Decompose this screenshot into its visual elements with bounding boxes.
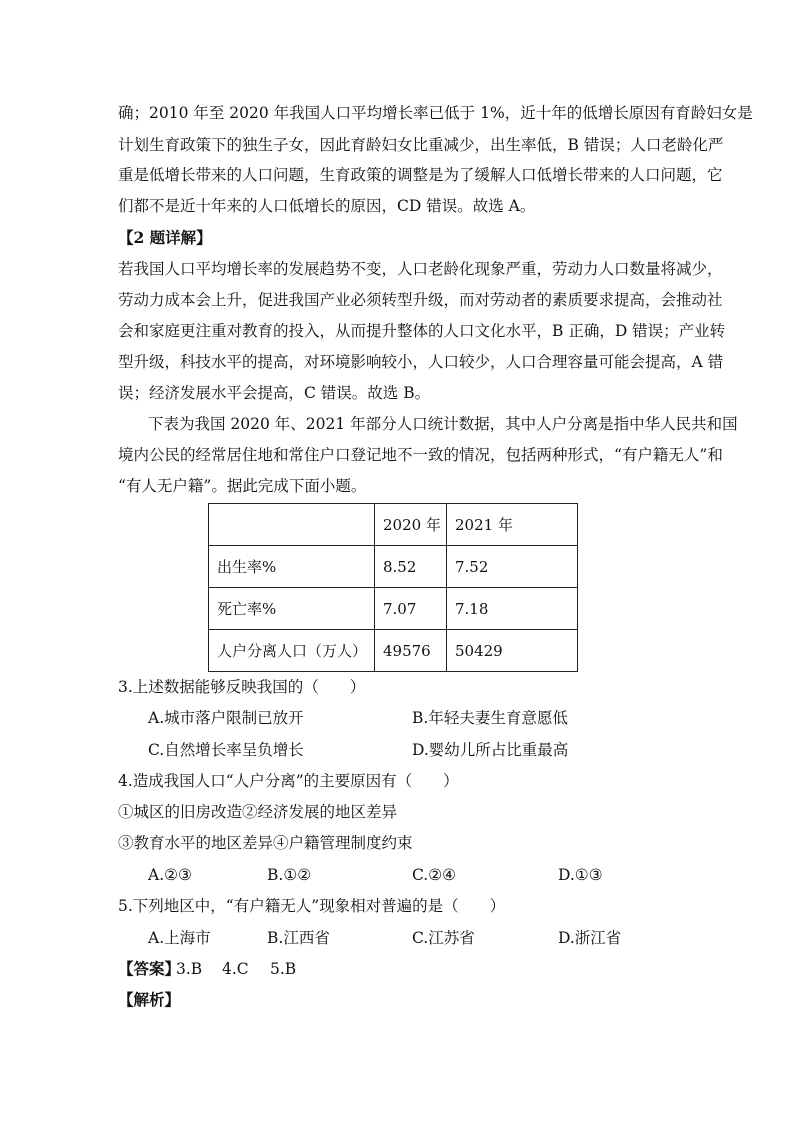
table-cell: 出生率% <box>209 546 375 588</box>
question-3-option-d: D.婴幼儿所占比重最高 <box>412 741 569 759</box>
question-3-option-a: A.城市落户限制已放开 <box>148 709 304 727</box>
question-5-option-a: A.上海市 <box>148 929 211 947</box>
population-stats-table <box>208 503 578 672</box>
table-header-row <box>209 504 578 546</box>
question-5-option-d: D.浙江省 <box>558 929 622 947</box>
table-cell: 49576 <box>375 630 447 672</box>
text-line: 计划生育政策下的独生子女，因此育龄妇女比重减少，出生率低，B 错误；人口老龄化严 <box>118 136 724 154</box>
answer-value: 3.B <box>176 960 203 978</box>
analysis-label: 【解析】 <box>118 990 181 1009</box>
text-line: 误；经济发展水平会提高，C 错误。故选 B。 <box>118 384 431 402</box>
question-3-option-c: C.自然增长率呈负增长 <box>148 741 304 759</box>
text-line: 会和家庭更注重对教育的投入，从而提升整体的人口文化水平，B 正确，D 错误；产业转 <box>118 322 726 340</box>
text-line: 重是低增长带来的人口问题，生育政策的调整是为了缓解人口低增长带来的人口问题，它 <box>118 166 723 184</box>
question-5-stem: 5.下列地区中，“有户籍无人”现象相对普遍的是（ ） <box>118 897 506 915</box>
question-3-option-b: B.年轻夫妻生育意愿低 <box>412 709 568 727</box>
question-4-items: ①城区的旧房改造②经济发展的地区差异 <box>118 803 398 821</box>
question-5-option-b: B.江西省 <box>267 929 330 947</box>
table-cell: 死亡率% <box>209 588 375 630</box>
table-header-cell <box>209 504 375 546</box>
question-4-option-a: A.②③ <box>148 866 192 884</box>
answer-value: 4.C <box>222 960 249 978</box>
answer-value: 5.B <box>270 960 297 978</box>
question-4-option-b: B.①② <box>267 866 312 884</box>
table-row <box>209 630 578 672</box>
text-line: “有人无户籍”。据此完成下面小题。 <box>118 477 367 495</box>
section-heading: 【2 题详解】 <box>118 228 212 247</box>
table-row <box>209 588 578 630</box>
text-line: 型升级，科技水平的提高，对环境影响较小，人口较少，人口合理容量可能会提高，A 错 <box>118 353 724 371</box>
question-4-option-d: D.①③ <box>558 866 603 884</box>
question-3-stem: 3.上述数据能够反映我国的（ ） <box>118 678 366 696</box>
table-header-cell: 2020 年 <box>375 504 447 546</box>
text-line: 确；2010 年至 2020 年我国人口平均增长率已低于 1%，近十年的低增长原因有育龄妇女是 <box>118 104 753 122</box>
question-4-option-c: C.②④ <box>412 866 457 884</box>
table-cell: 50429 <box>447 630 578 672</box>
table-cell: 7.18 <box>447 588 578 630</box>
question-4-items: ③教育水平的地区差异④户籍管理制度约束 <box>118 834 413 852</box>
question-4-stem: 4.造成我国人口“人户分离”的主要原因有（ ） <box>118 772 459 790</box>
table-header-cell: 2021 年 <box>447 504 578 546</box>
answer-label: 【答案】 <box>118 959 181 978</box>
text-line: 们都不是近十年来的人口低增长的原因，CD 错误。故选 A。 <box>118 197 536 215</box>
table-row <box>209 546 578 588</box>
text-line: 下表为我国 2020 年、2021 年部分人口统计数据，其中人户分离是指中华人民共和国 <box>148 415 738 433</box>
text-line: 若我国人口平均增长率的发展趋势不变，人口老龄化现象严重，劳动力人口数量将减少， <box>118 260 723 278</box>
text-line: 劳动力成本会上升，促进我国产业必须转型升级，而对劳动者的素质要求提高，会推动社 <box>118 291 723 309</box>
table-cell: 人户分离人口（万人） <box>209 630 375 672</box>
text-line: 境内公民的经常居住地和常住户口登记地不一致的情况，包括两种形式，“有户籍无人”和 <box>118 446 723 464</box>
question-5-option-c: C.江苏省 <box>412 929 475 947</box>
table-cell: 8.52 <box>375 546 447 588</box>
table-cell: 7.52 <box>447 546 578 588</box>
table-cell: 7.07 <box>375 588 447 630</box>
